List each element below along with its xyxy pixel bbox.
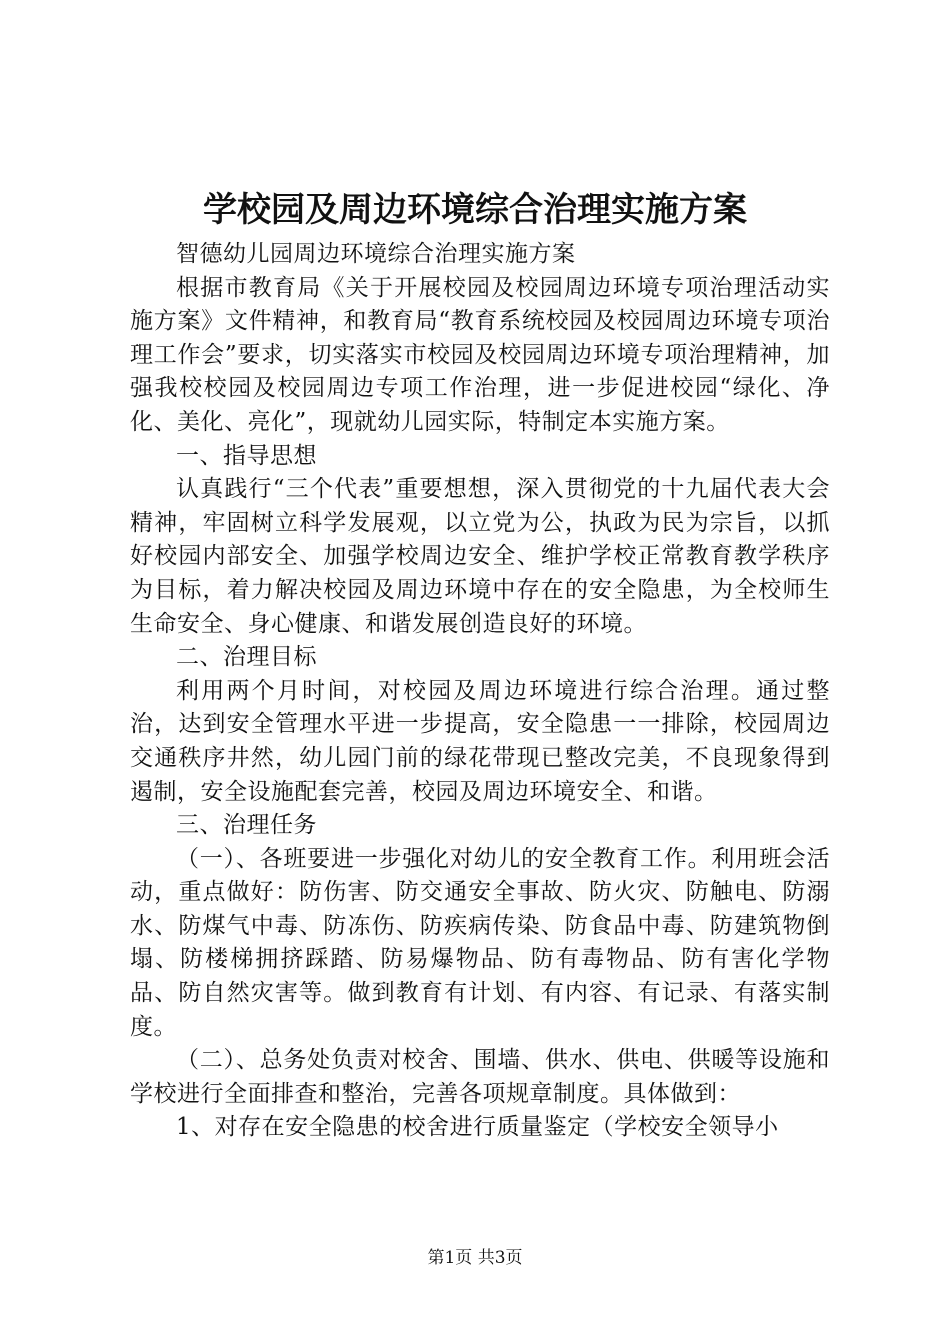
paragraph-intro: 根据市教育局《关于开展校园及校园周边环境专项治理活动实施方案》文件精神，和教育局“教育系统校园及校园周边环境专项治理工作会”要求，切实落实市校园及校园周边环境专项治理精神，加强我校校园及校园周边专项工作治理，进一步促进校园“绿化、净化、美化、亮化”，现就幼儿园实际，特制定本实施方案。 [130,274,830,435]
paragraph-subtitle: 智德幼儿园周边环境综合治理实施方案 [176,241,576,267]
document-body [130,238,830,1145]
paragraph-goals: 利用两个月时间，对校园及周边环境进行综合治理。通过整治，达到安全管理水平进一步提高，安全隐患一一排除，校园周边交通秩序井然，幼儿园门前的绿花带现已整改完美，不良现象得到遏制，安全设施配套完善，校园及周边环境安全、和谐。 [130,677,830,805]
page-footer [0,1246,950,1270]
paragraph-guiding-ideology: 认真践行“三个代表”重要想想，深入贯彻党的十九届代表大会精神，牢固树立科学发展观，以立党为公，执政为民为宗旨，以抓好校园内部安全、加强学校周边安全、维护学校正常教育教学秩序为目标，着力解决校园及周边环境中存在的安全隐患，为全校师生生命安全、身心健康、和谐发展创造良好的环境。 [130,476,830,637]
document-title: 学校园及周边环境综合治理实施方案 [203,190,747,230]
page-indicator: 第1页 共3页 [427,1248,523,1268]
paragraph-item-one: 1、对存在安全隐患的校舍进行质量鉴定（学校安全领导小 [176,1114,779,1141]
section-heading-goals: 二、治理目标 [176,644,317,671]
paragraph-task-one: （一）、各班要进一步强化对幼儿的安全教育工作。利用班会活动，重点做好：防伤害、防交通安全事故、防火灾、防触电、防溺水、防煤气中毒、防冻伤、防疾病传染、防食品中毒、防建筑物倒塌、防楼梯拥挤踩踏、防易爆物品、防有毒物品、防有害化学物品、防自然灾害等。做到教育有计划、有内容、有记录、有落实制度。 [130,845,830,1040]
section-heading-tasks: 三、治理任务 [176,812,317,839]
section-heading-guiding-ideology: 一、指导思想 [176,442,317,469]
paragraph-task-two: （二）、总务处负责对校舍、围墙、供水、供电、供暖等设施和学校进行全面排查和整治，完善各项规章制度。具体做到： [130,1047,830,1107]
